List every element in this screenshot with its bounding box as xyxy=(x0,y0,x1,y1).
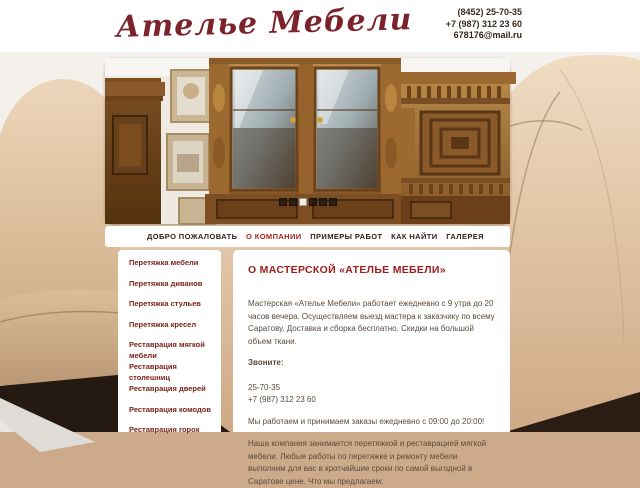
sidebar-item-peretyazhka-stulev[interactable]: Перетяжка стульев xyxy=(129,299,201,308)
nav-item-gallery[interactable]: ГАЛЕРЕЯ xyxy=(446,232,484,241)
header-contacts xyxy=(446,7,522,42)
intro-paragraph: Мастерская «Ателье Мебели» работает ежедневно с 9 утра до 20 часов вечера. Осуществляем выезд мастера к заказчику по всему Саратову. Доставка и сборка бесплатно. Скидки на большой объем ткани. xyxy=(248,299,495,346)
content-phone-2: +7 (987) 312 23 60 xyxy=(248,395,316,404)
header xyxy=(0,0,640,52)
about-paragraph: Наша компания занимается перетяжкой и реставрацией мягкой мебели. Любые работы по перетяжке и ремонту мебели выполним для вас в кротчайшие сроки по самой выгодной в Саратове цене. Что мы предлагаем: xyxy=(248,439,487,486)
slider-dots xyxy=(279,198,337,206)
slider-dot-2[interactable] xyxy=(289,198,297,206)
content-phones xyxy=(248,382,495,407)
header-email[interactable]: 678176@mail.ru xyxy=(453,30,522,40)
main-content xyxy=(233,250,510,486)
main-nav xyxy=(105,226,510,247)
sidebar-item-peretyazhka-mebeli[interactable]: Перетяжка мебели xyxy=(129,258,199,267)
sidebar-item-peretyazhka-divanov[interactable]: Перетяжка диванов xyxy=(129,278,203,288)
header-phone-2: +7 (987) 312 23 60 xyxy=(445,18,522,29)
site-logo[interactable]: Ателье Мебели xyxy=(115,2,413,45)
nav-item-welcome[interactable]: ДОБРО ПОЖАЛОВАТЬ xyxy=(147,232,238,241)
working-hours: Мы работаем и принимаем заказы ежедневно с 09:00 до 20:00! xyxy=(248,416,485,426)
sidebar-item-peretyazhka-kresel[interactable]: Перетяжка кресел xyxy=(129,319,197,329)
nav-item-about[interactable]: О КОМПАНИИ xyxy=(246,232,302,241)
call-label: Звоните: xyxy=(248,358,284,367)
slider-dot-4[interactable] xyxy=(309,198,317,206)
nav-item-find-us[interactable]: КАК НАЙТИ xyxy=(391,232,438,241)
sidebar-item-restavraciya-stoleshnic[interactable]: Реставрация столешниц xyxy=(129,362,177,382)
slider-dot-5[interactable] xyxy=(319,198,327,206)
page-title: О МАСТЕРСКОЙ «АТЕЛЬЕ МЕБЕЛИ» xyxy=(248,264,446,276)
sidebar-item-restavraciya-dverey[interactable]: Реставрация дверей xyxy=(129,384,206,393)
nav-item-examples[interactable]: ПРИМЕРЫ РАБОТ xyxy=(310,232,383,241)
slider-dot-6[interactable] xyxy=(329,198,337,206)
right-cabinet xyxy=(401,72,516,224)
sidebar-item-restavraciya-komodov[interactable]: Реставрация комодов xyxy=(129,404,211,414)
slider-dot-3[interactable] xyxy=(299,198,307,206)
header-phone-1: (8452) 25-70-35 xyxy=(457,7,522,17)
left-cabinet xyxy=(105,78,165,224)
content-phone-1: 25-70-35 xyxy=(248,382,281,392)
banner-slider xyxy=(105,58,510,224)
sidebar xyxy=(118,250,221,432)
sidebar-item-restavraciya-myagkoy[interactable]: Реставрация мягкой мебели xyxy=(129,340,205,360)
sidebar-item-restavraciya-gorok[interactable]: Реставрация горок xyxy=(129,425,200,434)
slider-dot-1[interactable] xyxy=(279,198,287,206)
